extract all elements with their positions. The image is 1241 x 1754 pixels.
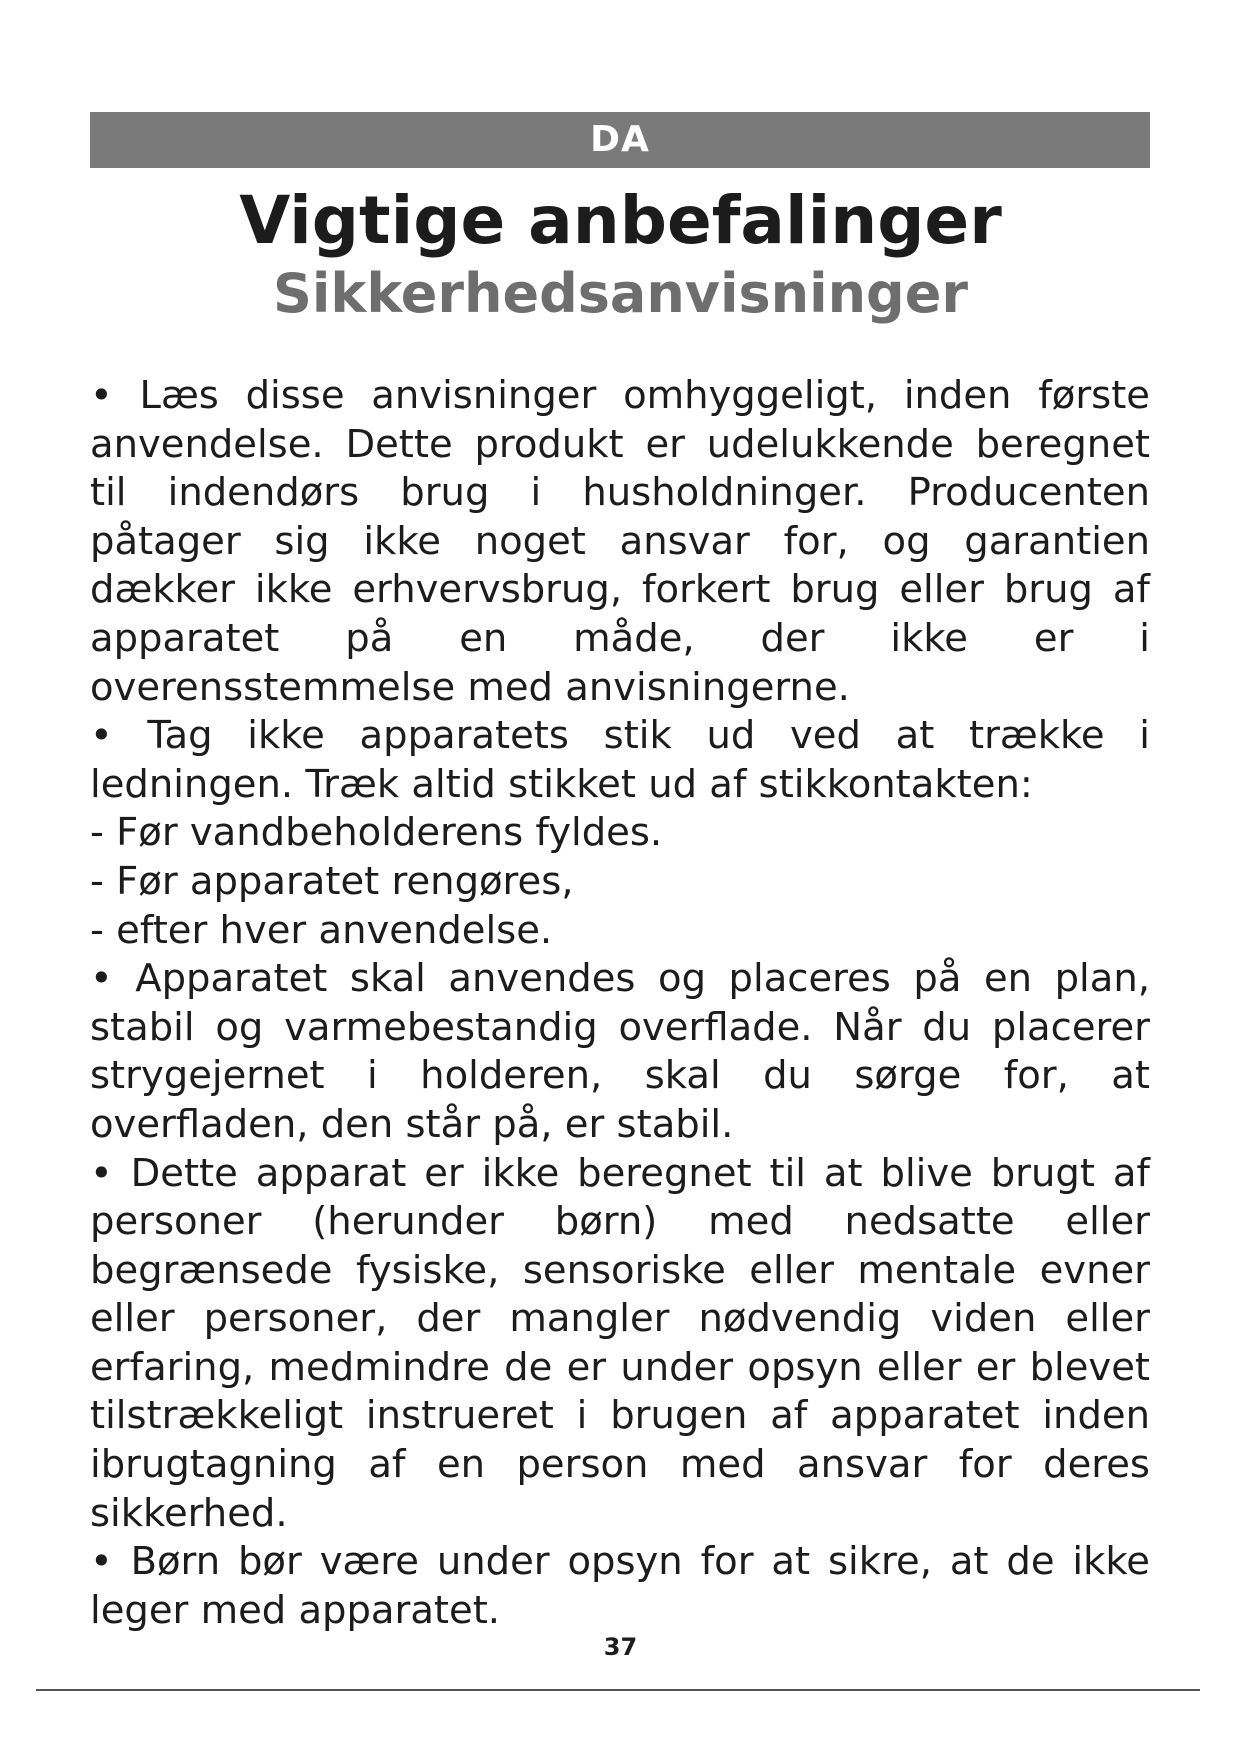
page-subtitle: Sikkerhedsanvisninger (273, 262, 968, 325)
page-number: 37 (603, 1633, 638, 1661)
unplug-condition: - Før vandbeholderens fyldes. (90, 810, 663, 856)
instruction-stable-surface: • Apparatet skal anvendes og placeres på en plan, stabil og varmebestandig overflade. Når du placerer strygejernet i holderen, skal du sørge for, at overfladen, den står på, er stabil. (90, 956, 1150, 1147)
unplug-condition: - efter hver anvendelse. (90, 907, 553, 953)
bottom-divider (36, 1689, 1200, 1691)
unplug-condition: - Før apparatet rengøres, (90, 858, 574, 904)
language-tab: DA (90, 112, 1150, 168)
instruction-unplug: • Tag ikke apparatets stik ud ved at trække i ledningen. Træk altid stikket ud af stikkontakten: (90, 713, 1150, 807)
instruction-restricted-users: • Dette apparat er ikke beregnet til at blive brugt af personer (herunder børn) med nedsatte eller begrænsede fysiske, sensoriske eller mentale evner eller personer, der mangler nødvendig viden eller erfaring, medmindre de er under opsyn eller er blevet tilstrækkeligt instrueret i brugen af apparatet inden ibrugtagning af en person med ansvar for deres sikkerhed. (90, 1150, 1150, 1536)
instruction-children: • Børn bør være under opsyn for at sikre, at de ikke leger med apparatet. (90, 1539, 1150, 1633)
page-title: Vigtige anbefalinger (239, 182, 1002, 259)
instruction-read-manual: • Læs disse anvisninger omhyggeligt, inden første anvendelse. Dette produkt er udelukkende beregnet til indendørs brug i husholdninger. Producenten påtager sig ikke noget ansvar for, og garantien dækker ikke erhvervsbrug, forkert brug eller brug af apparatet på en måde, der ikke er i overensstemmelse med anvisningerne. (90, 373, 1150, 710)
safety-instructions (90, 372, 1150, 1635)
